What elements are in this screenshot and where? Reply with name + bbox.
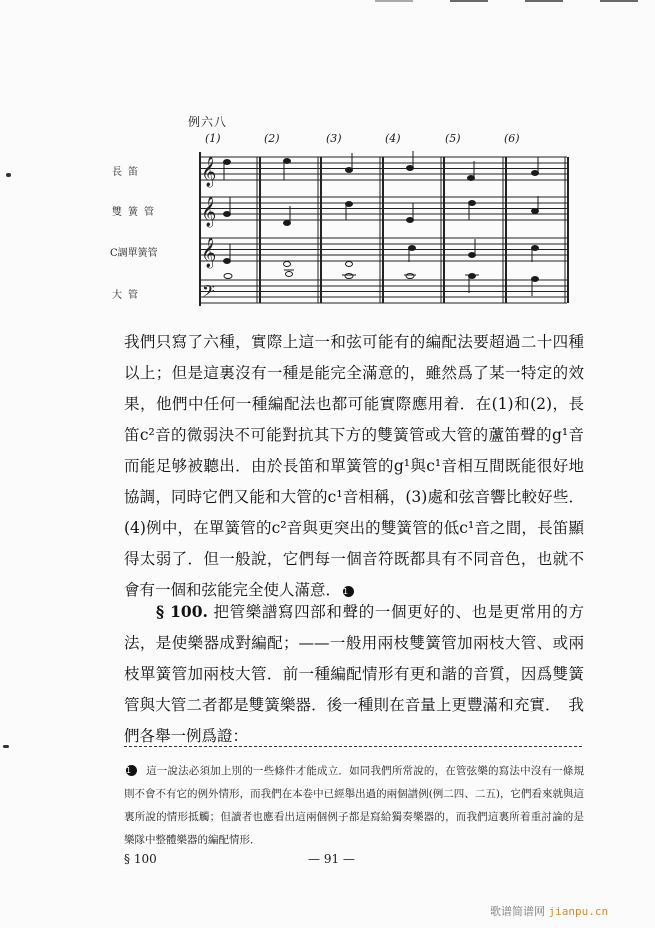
example-label: 例六八 xyxy=(188,115,228,129)
scan-smudge xyxy=(3,745,9,748)
footnote-number-marker: 1 xyxy=(126,765,137,776)
measure-number: (2) xyxy=(264,132,280,145)
bass-clef-icon: 𝄢 xyxy=(202,281,215,305)
instrument-label-clarinet: C調單簧管 xyxy=(110,248,158,259)
measure-number: (1) xyxy=(205,132,221,145)
instrument-label-flute: 長笛 xyxy=(112,167,144,178)
footnote-ref-marker[interactable]: 1 xyxy=(343,586,354,597)
body-paragraph-2 xyxy=(124,596,584,752)
instrument-label-oboe: 雙簧管 xyxy=(112,207,160,218)
treble-clef-icon: 𝄞 xyxy=(201,197,217,227)
watermark-site: jianpu.cn xyxy=(548,905,609,918)
footnote-divider xyxy=(124,746,582,747)
watermark-cn: 歌谱简谱网 xyxy=(490,905,545,918)
page-number: — 91 — xyxy=(308,852,355,866)
footer-section: § 100 xyxy=(124,852,157,866)
treble-clef-icon: 𝄞 xyxy=(201,157,217,187)
instrument-label-bassoon: 大管 xyxy=(112,290,144,301)
measure-number: (6) xyxy=(504,132,520,145)
paragraph-text: 把管樂譜寫四部和聲的一個更好的、也是更常用的方法，是使樂器成對編配；——一般用兩枝雙簧管加兩枝大管、或兩枝單簧管加兩枝大管．前一種編配情形有更和諧的音質，因爲雙簧管與大管二者都是雙簧樂器．後一種則在音量上更豐滿和充實． 我們各舉一例爲證： xyxy=(124,603,584,745)
footnote xyxy=(124,760,584,852)
measure-number: (5) xyxy=(445,132,461,145)
music-score xyxy=(0,0,655,320)
section-mark: § 100. xyxy=(156,602,208,621)
measure-number: (3) xyxy=(326,132,342,145)
paragraph-text: 我們只寫了六種，實際上這一和弦可能有的編配法要超過二十四種以上；但是這裏沒有一種是能完全滿意的，雖然爲了某一特定的效果，他們中任何一種編配法也都可能實際應用着．在(1)和(2)，長笛c²音的微弱決不可能對抗其下方的雙簧管或大管的蘆笛聲的g¹音而能足够被聽出．由於長笛和單簧管的g¹與c¹音相互間既能很好地協調，同時它們又能和大管的c¹音相稱，(3)處和弦音響比較好些．(4)例中，在單簧管的c²音與更突出的雙簧管的低c¹音之間，長笛顯得太弱了．但一般說，它們每一個音符既都具有不同音色，也就不會有一個和弦能完全使人滿意． xyxy=(124,333,584,599)
measure-number: (4) xyxy=(385,132,401,145)
footnote-text: 這一說法必須加上別的一些條件才能成立．如同我們所常說的，在管弦樂的寫法中沒有一條規則不會不有它的例外情形，而我們在本卷中已經舉出過的兩個譜例(例二四、二五)，它們看來就與這裏所說的情形抵觸；但讀者也應看出這兩個例子都是寫給獨奏樂器的，而我們這裏所着重討論的是樂隊中整體樂器的編配情形． xyxy=(124,765,585,846)
treble-clef-icon: 𝄞 xyxy=(201,238,217,268)
body-paragraph-1 xyxy=(124,327,584,606)
watermark xyxy=(490,903,608,919)
